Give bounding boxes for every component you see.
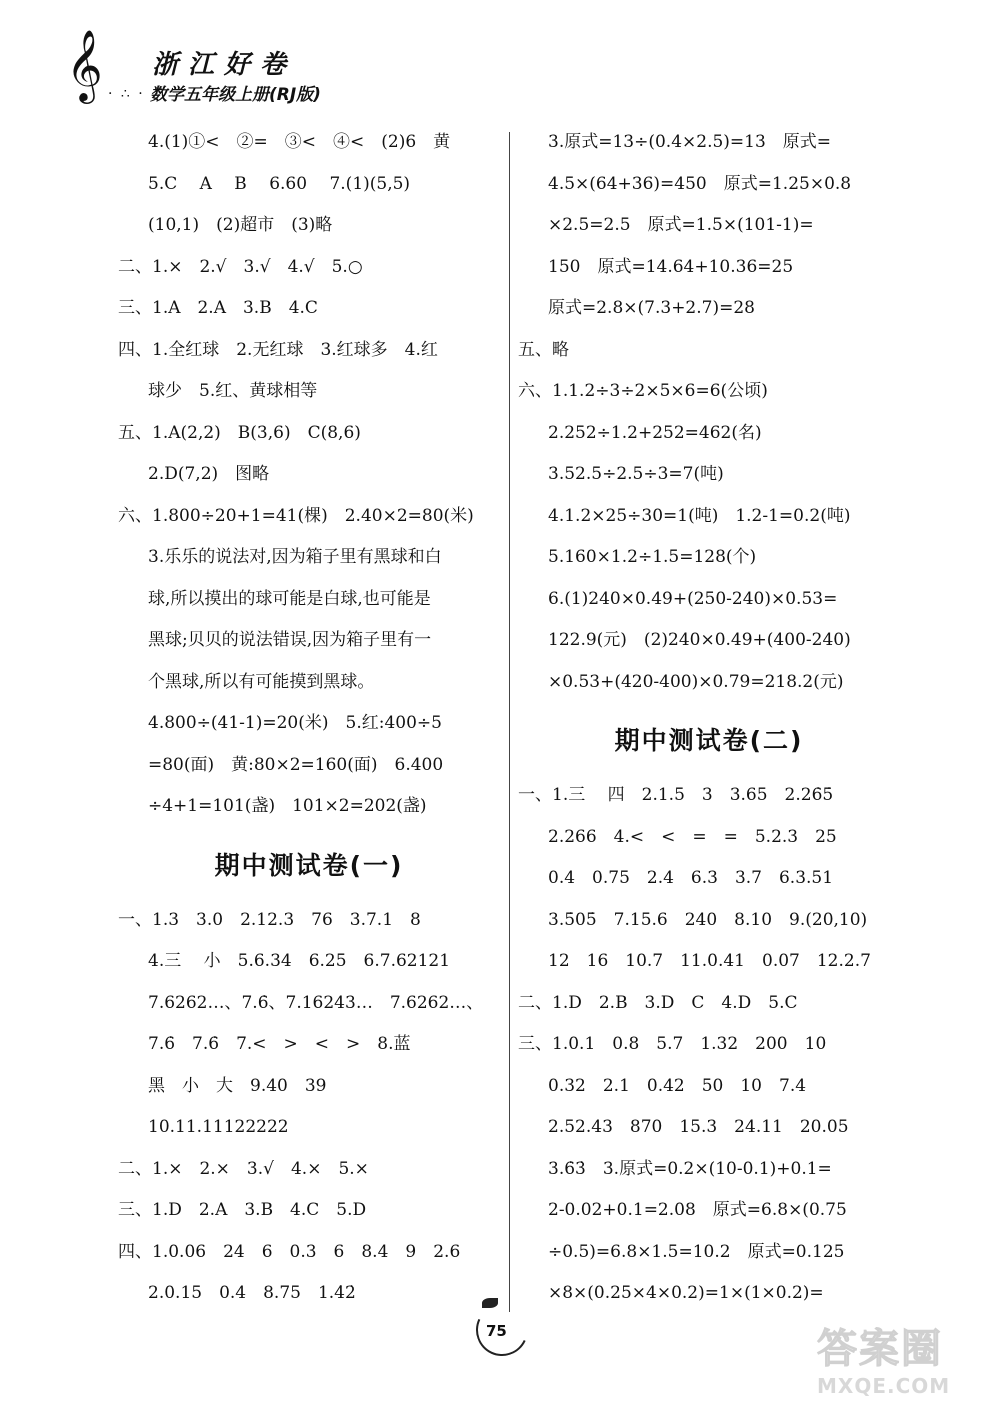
answer-line: 122.9(元) (2)240×0.49+(400-240) bbox=[548, 630, 851, 650]
answer-line: ÷4+1=101(盏) 101×2=202(盏) bbox=[148, 796, 427, 816]
right-answer-column bbox=[518, 122, 900, 1315]
answer-line: 2.266 4.< < = = 5.2.3 25 bbox=[548, 826, 837, 847]
answer-line: 三、1.0.1 0.8 5.7 1.32 200 10 bbox=[518, 1034, 827, 1054]
answer-line: 原式=2.8×(7.3+2.7)=28 bbox=[548, 298, 755, 318]
answer-line: 150 原式=14.64+10.36=25 bbox=[548, 256, 794, 277]
watermark-logo bbox=[817, 1317, 982, 1403]
answer-line: 5.160×1.2÷1.5=128(个) bbox=[548, 547, 757, 567]
answer-line: (10,1) (2)超市 (3)略 bbox=[148, 215, 333, 235]
answer-line: 4.三 小 5.6.34 6.25 6.7.62121 bbox=[148, 951, 451, 971]
answer-line: 一、1.3 3.0 2.12.3 76 3.7.1 8 bbox=[118, 909, 421, 930]
music-dots-icon: · ∴ · bbox=[108, 86, 145, 102]
answer-line: 一、1.三 四 2.1.5 3 3.65 2.26̇5̇ bbox=[518, 785, 834, 805]
page-number: 75 bbox=[486, 1322, 507, 1340]
answer-line: 6.(1)240×0.49+(250-240)×0.53= bbox=[548, 588, 838, 609]
answer-line: 3.原式=13÷(0.4×2.5)=13 原式= bbox=[548, 132, 832, 152]
answer-line: 7.6̇ 7.6̇ 7.< > < > 8.蓝 bbox=[148, 1034, 411, 1054]
answer-line: 个黑球,所以有可能摸到黑球。 bbox=[148, 671, 375, 692]
answer-line: 黑球;贝贝的说法错误,因为箱子里有一 bbox=[148, 630, 432, 650]
answer-line: 7.6262…、7.6̇、7.16243… 7.6262…、 bbox=[148, 992, 484, 1013]
answer-line: 六、1.800÷20+1=41(棵) 2.40×2=80(米) bbox=[118, 505, 474, 526]
answer-line: 球少 5.红、黄球相等 bbox=[148, 381, 318, 401]
watermark-text: 答案圈 bbox=[817, 1326, 943, 1372]
watermark-url: MXQE.COM bbox=[817, 1374, 951, 1398]
answer-line: 12 16 10.7 11.0.41 0.07 12.2.7 bbox=[548, 951, 871, 971]
answer-line: 六、1.1.2÷3÷2×5×6=6(公顷) bbox=[518, 381, 768, 401]
answer-line: ×2.5=2.5 原式=1.5×(101-1)= bbox=[548, 215, 814, 235]
answer-line: 0.32 2.1 0.42 50 10 7.4 bbox=[548, 1075, 807, 1096]
answer-line: 2.0.15 0.4 8.75 1.4̇2̇ bbox=[148, 1283, 356, 1303]
answer-line: 球,所以摸出的球可能是白球,也可能是 bbox=[148, 588, 431, 609]
series-title: 浙江好卷 bbox=[152, 50, 297, 80]
answer-line: 3.乐乐的说法对,因为箱子里有黑球和白 bbox=[148, 547, 442, 567]
answer-line: 4.(1)①< ②= ③< ④< (2)6 黄 bbox=[148, 132, 451, 152]
answer-line: 黑 小 大 9.40 39 bbox=[148, 1075, 327, 1096]
left-answer-column bbox=[118, 122, 500, 1315]
answer-line: 2.252÷1.2+252=462(名) bbox=[548, 422, 762, 443]
answer-line: 二、1.× 2.× 3.√ 4.× 5.× bbox=[118, 1158, 369, 1179]
subject-title: 数学五年级上册(RJ版) bbox=[150, 85, 321, 105]
answer-line: 3.6̇3̇ 3.原式=0.2×(10-0.1)+0.1= bbox=[548, 1158, 832, 1179]
answer-line: 五、1.A(2,2) B(3,6) C(8,6) bbox=[118, 422, 361, 443]
answer-line: 2.52.43 870 15.3 24.11 20.05 bbox=[548, 1117, 849, 1137]
answer-line: 3.52.5÷2.5÷3=7(吨) bbox=[548, 464, 724, 484]
treble-clef-icon: 𝄞 bbox=[66, 28, 103, 101]
answer-line: 2-0.02+0.1=2.08 原式=6.8×(0.75 bbox=[548, 1200, 847, 1220]
answer-line: 4.5×(64+36)=450 原式=1.25×0.8 bbox=[548, 173, 852, 194]
answer-line: 四、1.0.06 24 6 0.3 6 8.4 9 2.6 bbox=[118, 1241, 461, 1262]
answer-line: 5.C A B 6.60 7.(1)(5,5) bbox=[148, 173, 411, 194]
answer-line: 三、1.D 2.A 3.B 4.C 5.D bbox=[118, 1200, 367, 1220]
column-divider bbox=[509, 132, 510, 1312]
answer-line: 二、1.D 2.B 3.D C 4.D 5.C bbox=[518, 992, 798, 1013]
answer-line: ×0.53+(420-400)×0.79=218.2(元) bbox=[548, 671, 844, 692]
answer-line: 4.1.2×25÷30=1(吨) 1.2-1=0.2(吨) bbox=[548, 505, 851, 526]
answer-line: 2.D(7,2) 图略 bbox=[148, 464, 270, 484]
answer-line: 0.4 0.75 2.4 6.3 3.7 6.3.51 bbox=[548, 868, 834, 888]
section-title: 期中测试卷(一) bbox=[214, 850, 404, 880]
answer-line: 二、1.× 2.√ 3.√ 4.√ 5.○ bbox=[118, 256, 363, 277]
answer-line: =80(面) 黄:80×2=160(面) 6.400 bbox=[148, 754, 444, 775]
answer-line: ÷0.5)=6.8×1.5=10.2 原式=0.125 bbox=[548, 1241, 845, 1262]
answer-line: ×8×(0.25×4×0.2)=1×(1×0.2)= bbox=[548, 1283, 824, 1303]
answer-line: 四、1.全红球 2.无红球 3.红球多 4.红 bbox=[118, 339, 438, 360]
answer-line: 五、略 bbox=[518, 339, 569, 360]
answer-line: 10.11.11122222 bbox=[148, 1117, 289, 1137]
answer-line: 4.800÷(41-1)=20(米) 5.红:400÷5 bbox=[148, 713, 442, 733]
answer-line: 三、1.A 2.A 3.B 4.C bbox=[118, 298, 318, 318]
page-header bbox=[60, 28, 360, 108]
section-title: 期中测试卷(二) bbox=[614, 726, 804, 755]
page-number-badge bbox=[476, 1298, 526, 1358]
answer-line: 3.5̇05̇ 7.15.6 240 8.10 9.(20,10) bbox=[548, 909, 868, 930]
